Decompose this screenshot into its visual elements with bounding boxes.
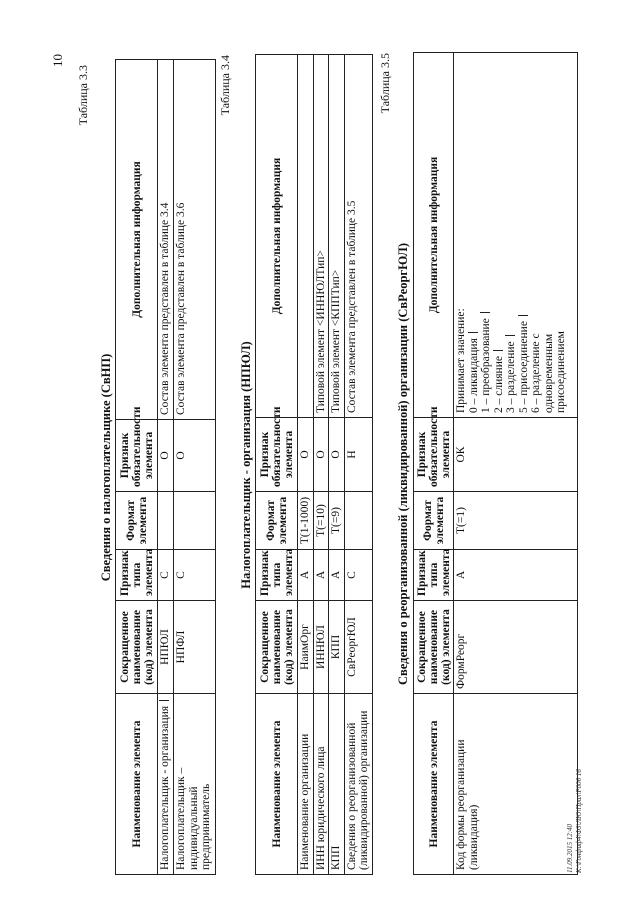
- table-row: [329, 55, 345, 875]
- column-header: Признак типа элемента: [116, 550, 158, 601]
- cell-required: О: [298, 418, 314, 492]
- info-line: 2 – слияние: [493, 57, 506, 413]
- info-line: 3 – разделение: [505, 57, 518, 413]
- footer-line: К:\Гонфиф4\ФЗ\ЛЮ\Прил\Р006 16: [575, 769, 583, 873]
- footer-stamp: [566, 769, 584, 873]
- cell-format: T(1-1000): [298, 492, 314, 550]
- table-3-4-title: Налогоплательщик - организация (НПЮЛ): [239, 341, 253, 589]
- cell-format: [158, 492, 174, 550]
- footer-line: 11.09.2015 12:40: [566, 823, 574, 873]
- cell-required: О: [158, 420, 174, 492]
- cell-type: С: [158, 550, 174, 601]
- cell-required: О: [174, 420, 216, 492]
- table-row: [158, 60, 174, 875]
- table-3-3-caption: Таблица 3.3: [76, 65, 90, 126]
- cell-name: Наименование организации: [298, 694, 314, 875]
- table-3-3-title: Сведения о налогоплательщике (СвНП): [99, 353, 113, 582]
- column-header: Признак типа элемента: [414, 550, 454, 601]
- cell-info: Типовой элемент <КППТип>: [329, 55, 345, 418]
- column-header: Сокращенное наименование (код) элемента: [256, 601, 298, 694]
- cell-name: КПП: [329, 694, 345, 875]
- column-header: Сокращенное наименование (код) элемента: [116, 601, 158, 694]
- cell-format: T(=9): [329, 492, 345, 550]
- cell-info: Состав элемента представлен в таблице 3.4: [158, 60, 174, 420]
- column-header: Дополнительная информация: [414, 53, 454, 418]
- table-3-5: [413, 52, 578, 875]
- cell-type: А: [313, 550, 329, 601]
- cell-format: T(=10): [313, 492, 329, 550]
- cell-code: НПФЛ: [174, 601, 216, 694]
- cell-format: [174, 492, 216, 550]
- info-line: 1 – преобразование: [480, 57, 493, 413]
- cell-format: T(=1): [454, 492, 578, 550]
- table-3-4-caption: Таблица 3.4: [218, 55, 232, 116]
- column-header: Дополнительная информация: [116, 60, 158, 420]
- cell-type: С: [344, 550, 372, 601]
- column-header: Формат элемента: [256, 492, 298, 550]
- cell-name: Налогоплательщик – индивидуальный предприниматель: [174, 694, 216, 875]
- column-header: Признак типа элемента: [256, 550, 298, 601]
- cell-code: ФормРеорг: [454, 601, 578, 694]
- column-header: Признак обязательности элемента: [414, 418, 454, 492]
- page-number: 10: [50, 54, 65, 67]
- column-header: Наименование элемента: [116, 694, 158, 875]
- column-header: Дополнительная информация: [256, 55, 298, 418]
- cell-info: Состав элемента представлен в таблице 3.6: [174, 60, 216, 420]
- cell-name: Сведения о реорганизованной (ликвидированной) организации: [344, 694, 372, 875]
- cell-code: НаимОрг: [298, 601, 314, 694]
- cell-name: Налогоплательщик - организация: [158, 694, 174, 875]
- table-3-4: [255, 54, 373, 875]
- cell-info: [298, 55, 314, 418]
- table-3-3: [115, 59, 216, 875]
- column-header: Формат элемента: [116, 492, 158, 550]
- cell-format: [344, 492, 372, 550]
- column-header: Признак обязательности элемента: [256, 418, 298, 492]
- column-header: Наименование элемента: [414, 694, 454, 875]
- cell-info: Типовой элемент <ИННЮЛТип>: [313, 55, 329, 418]
- cell-name: Код формы реорганизации (ликвидация): [454, 694, 578, 875]
- cell-type: А: [298, 550, 314, 601]
- cell-name: ИНН юридического лица: [313, 694, 329, 875]
- column-header: Наименование элемента: [256, 694, 298, 875]
- cell-info: [454, 53, 578, 418]
- column-header: Сокращенное наименование (код) элемента: [414, 601, 454, 694]
- cell-required: ОК: [454, 418, 578, 492]
- cell-required: Н: [344, 418, 372, 492]
- table-row: [454, 53, 578, 875]
- table-3-5-caption: Таблица 3.5: [378, 53, 392, 114]
- info-line: 6 – разделение с одновременным присоединением: [530, 331, 567, 413]
- table-header-row: [414, 53, 454, 875]
- table-row: [174, 60, 216, 875]
- info-line: 0 – ликвидация: [468, 57, 481, 413]
- table-3-5-title: Сведения о реорганизованной (ликвидированной) организации (СвРеоргЮЛ): [396, 243, 410, 685]
- cell-type: А: [454, 550, 578, 601]
- cell-required: О: [313, 418, 329, 492]
- column-header: Формат элемента: [414, 492, 454, 550]
- cell-code: СвРеоргЮЛ: [344, 601, 372, 694]
- table-header-row: [256, 55, 298, 875]
- table-header-row: [116, 60, 158, 875]
- cell-code: КПП: [329, 601, 345, 694]
- cell-info: Состав элемента представлен в таблице 3.5: [344, 55, 372, 418]
- column-header: Признак обязательности элемента: [116, 420, 158, 492]
- table-row: [344, 55, 372, 875]
- cell-required: О: [329, 418, 345, 492]
- table-row: [313, 55, 329, 875]
- table-row: [298, 55, 314, 875]
- cell-code: ИННЮЛ: [313, 601, 329, 694]
- cell-code: НПЮЛ: [158, 601, 174, 694]
- cell-type: А: [329, 550, 345, 601]
- info-intro: Принимает значение:: [455, 308, 467, 413]
- cell-type: С: [174, 550, 216, 601]
- info-line: 5 – присоединение: [518, 57, 531, 413]
